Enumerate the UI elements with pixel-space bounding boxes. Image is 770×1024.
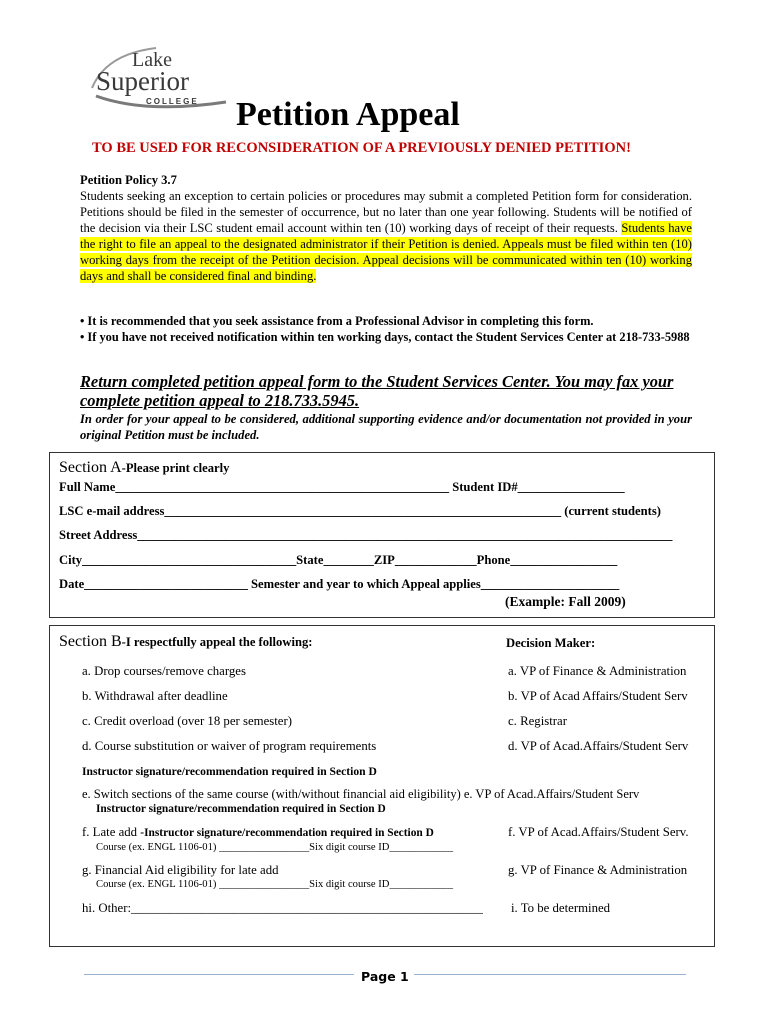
advice-bullets (80, 313, 692, 345)
evidence-note: In order for your appeal to be considered, additional supporting evidence and/or documentation not provided in your original Petition must be included. (80, 412, 692, 442)
return-instructions: Return completed petition appeal form to the Student Services Center. You may fax your complete petition appeal to 218.733.5945. (80, 372, 674, 410)
item-e-note: Instructor signature/recommendation required in Section D (96, 803, 386, 815)
logo-swoosh-icon (86, 44, 236, 114)
item-d-maker: d. VP of Acad.Affairs/Student Serv (508, 739, 689, 753)
section-b-subtitle: -I respectfully appeal the following: (121, 635, 313, 649)
item-e-label: e. Switch sections of the same course (with/without financial aid eligibility) e. VP of Acad.Affairs/Student Serv (82, 787, 640, 801)
section-a-heading (59, 459, 229, 477)
date-semester-field[interactable]: Date__________________________ Semester and year to which Appeal applies______________________ (59, 577, 620, 591)
logo-line2: Superior (96, 66, 189, 96)
page-title: Petition Appeal (236, 96, 460, 133)
full-name-field[interactable]: Full Name_____________________________________________________ Student ID#_________________ (59, 480, 625, 494)
section-a-subtitle: -Please print clearly (121, 461, 230, 475)
footer-rule-left (84, 974, 354, 975)
section-a-box (49, 452, 715, 618)
section-b-heading (59, 633, 312, 651)
policy-highlighted: Students have the right to file an appeal to the designated administrator if their Petition is denied. Appeals must be filed within ten (10) working days from the receipt of the Petition decision. Appeal decisions will be communicated within ten (10) working days and shall be considered final and binding. (80, 221, 692, 283)
item-f-label: f. Late add (82, 825, 141, 839)
item-h-other-field[interactable]: hi. Other:_______________________________________________________ (82, 901, 483, 915)
policy-body: Students seeking an exception to certain policies or procedures may submit a completed Petition form for consideration. Petitions should be filed in the semester of occurrence, but no later than one year following. Students will be notified of the decision via their LSC student email account within ten (10) working days of receipt of their requests. (80, 189, 692, 235)
item-f-label-bold: -Instructor signature/recommendation required in Section D (140, 827, 434, 839)
street-address-field[interactable]: Street Address_____________________________________________________________________________________ (59, 528, 673, 542)
semester-example: (Example: Fall 2009) (505, 594, 626, 609)
item-a-maker: a. VP of Finance & Administration (508, 664, 687, 678)
item-c-maker: c. Registrar (508, 714, 567, 728)
item-f-course-field[interactable]: Course (ex. ENGL 1106-01) _________________Six digit course ID____________ (96, 842, 454, 853)
email-field[interactable]: LSC e-mail address_______________________________________________________________ (current students) (59, 504, 661, 518)
item-a-label: a. Drop courses/remove charges (82, 664, 246, 678)
item-b-maker: b. VP of Acad Affairs/Student Serv (508, 689, 688, 703)
item-d-note: Instructor signature/recommendation required in Section D (82, 765, 377, 778)
item-f-maker: f. VP of Acad.Affairs/Student Serv. (508, 825, 689, 839)
logo-line1: Lake (132, 49, 172, 71)
item-g-maker: g. VP of Finance & Administration (508, 863, 688, 877)
bullet-advisor: • It is recommended that you seek assistance from a Professional Advisor in completing this form. (80, 314, 594, 328)
page-subtitle: TO BE USED FOR RECONSIDERATION OF A PREVIOUSLY DENIED PETITION! (92, 140, 631, 156)
policy-section (80, 172, 692, 284)
logo-line3: COLLEGE (146, 97, 199, 106)
policy-heading: Petition Policy 3.7 (80, 173, 177, 187)
item-f-label-wrap (82, 825, 434, 840)
section-b-box (49, 625, 715, 947)
item-b-label: b. Withdrawal after deadline (82, 689, 228, 703)
college-logo (86, 44, 236, 114)
footer-rule-right (414, 974, 686, 975)
city-state-zip-phone-field[interactable]: City__________________________________State________ZIP_____________Phone_________________ (59, 553, 618, 567)
item-c-label: c. Credit overload (over 18 per semester) (82, 714, 292, 728)
page-number: Page 1 (361, 969, 409, 984)
decision-maker-header: Decision Maker: (506, 636, 596, 650)
item-d-label: d. Course substitution or waiver of program requirements (82, 739, 377, 753)
bullet-notification: • If you have not received notification within ten working days, contact the Student Services Center at 218-733-5988 (80, 330, 690, 344)
item-g-label: g. Financial Aid eligibility for late add (82, 863, 279, 877)
section-b-title: Section B (59, 633, 122, 650)
item-h-maker: i. To be determined (511, 901, 611, 915)
section-a-title: Section A (59, 459, 122, 476)
item-g-course-field[interactable]: Course (ex. ENGL 1106-01) _________________Six digit course ID____________ (96, 879, 454, 890)
